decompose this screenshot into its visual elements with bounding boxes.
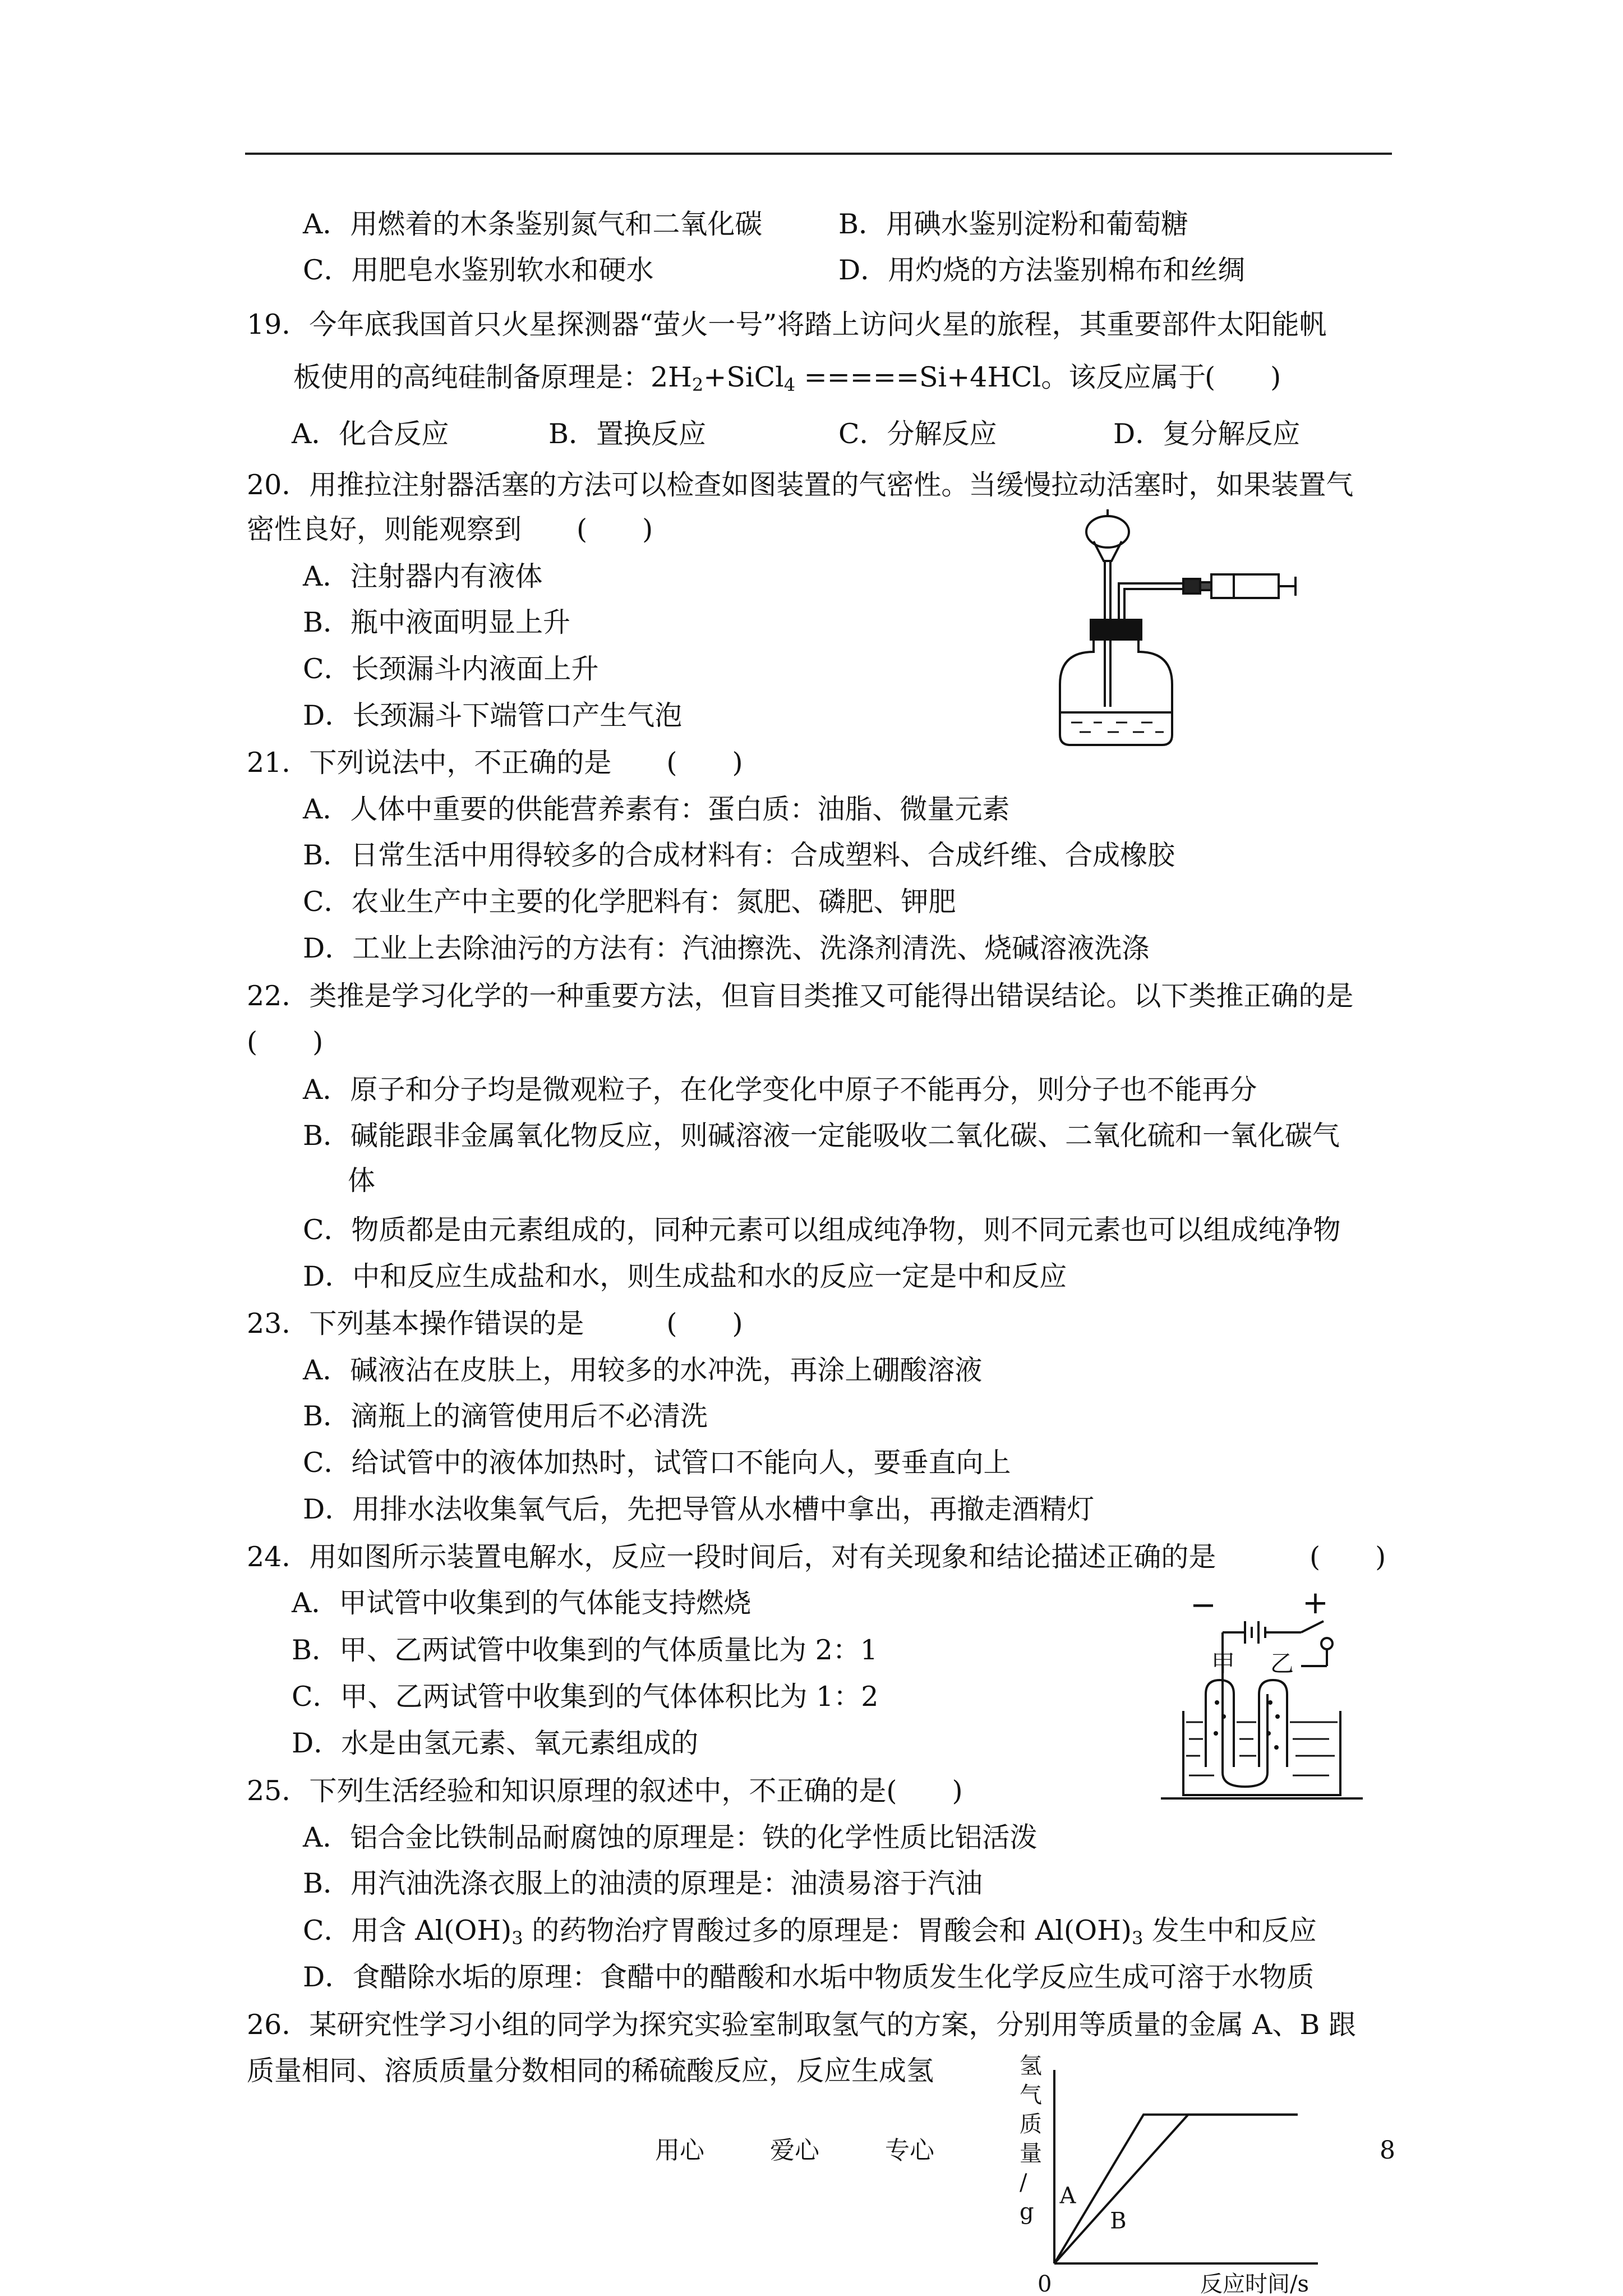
y-axis-label-char: 量 [1020,2141,1042,2166]
q20-option-d: D．长颈漏斗下端管口产生气泡 [303,700,683,731]
q22-stem-line2: ( ) [247,1026,324,1058]
electrolysis-apparatus-figure [1161,1582,1363,1801]
q22-option-a: A．原子和分子均是微观粒子，在化学变化中原子不能再分，则分子也不能再分 [303,1074,1257,1106]
page-number: 8 [1380,2136,1395,2165]
y-axis-label-char: / [1020,2170,1027,2196]
q24-stem: 24．用如图所示装置电解水，反应一段时间后，对有关现象和结论描述正确的是 [247,1541,1216,1573]
q24-option-d: D．水是由氢元素、氧元素组成的 [292,1727,699,1759]
footer-motto-3: 专心 [885,2136,934,2165]
y-axis-label [1020,2053,1042,2225]
y-axis-label-char: 气 [1020,2082,1042,2108]
q25-stem: 25．下列生活经验和知识原理的叙述中，不正确的是( ) [247,1775,963,1807]
origin-label: 0 [1038,2271,1052,2296]
q19-option-a: A．化合反应 [292,418,449,450]
series-line-b [1054,2115,1298,2263]
q23-stem: 23．下列基本操作错误的是 ( ) [247,1308,743,1340]
q19-answer-bracket: ( ) [1205,361,1281,393]
q24-answer-bracket: ( ) [1310,1541,1386,1573]
q20-option-a: A．注射器内有液体 [303,560,543,592]
y-axis-label-char: 氢 [1020,2053,1042,2079]
q25-option-d: D．食醋除水垢的原理：食醋中的醋酸和水垢中物质发生化学反应生成可溶于水物质 [303,1961,1315,1993]
q23-option-a: A．碱液沾在皮肤上，用较多的水冲洗，再涂上硼酸溶液 [303,1354,983,1386]
series-label-a: A [1059,2183,1076,2209]
q22-option-c: C．物质都是由元素组成的，同种元素可以组成纯净物，则不同元素也可以组成纯净物 [303,1214,1341,1246]
footer-motto-2: 爱心 [770,2136,819,2165]
q20-option-c: C．长颈漏斗内液面上升 [303,653,599,685]
q21-option-d: D．工业上去除油污的方法有：汽油擦洗、洗涤剂清洗、烧碱溶液洗涤 [303,932,1150,964]
q18-option-c: C．用肥皂水鉴别软水和硬水 [303,254,654,286]
q25-option-a: A．铝合金比铁制品耐腐蚀的原理是：铁的化学性质比铝活泼 [303,1821,1038,1853]
airtightness-apparatus-figure [1049,505,1307,763]
footer-motto-1: 用心 [655,2136,704,2165]
q21-stem: 21．下列说法中，不正确的是 ( ) [247,747,743,779]
q20-stem-line1: 20．用推拉注射器活塞的方法可以检查如图装置的气密性。当缓慢拉动活塞时，如果装置气 [247,469,1354,501]
q23-option-b: B．滴瓶上的滴管使用后不必清洗 [303,1400,708,1432]
q21-option-c: C．农业生产中主要的化学肥料有：氮肥、磷肥、钾肥 [303,886,956,918]
q26-stem-line2: 质量相同、溶质质量分数相同的稀硫酸反应，反应生成氢 [247,2055,934,2087]
q25-option-b: B．用汽油洗涤衣服上的油渍的原理是：油渍易溶于汽油 [303,1867,983,1899]
q20-stem-line2: 密性良好，则能观察到 ( ) [247,513,653,545]
q18-option-d: D．用灼烧的方法鉴别棉布和丝绸 [838,254,1246,286]
tube-yi-label: 乙 [1270,1650,1294,1677]
q21-option-a: A．人体中重要的供能营养素有：蛋白质：油脂、微量元素 [303,793,1010,825]
q24-option-b: B．甲、乙两试管中收集到的气体质量比为 2：1 [292,1634,878,1666]
q24-option-a: A．甲试管中收集到的气体能支持燃烧 [292,1587,751,1619]
q22-option-b: B．碱能跟非金属氧化物反应，则碱溶液一定能吸收二氧化碳、二氧化硫和一氧化碳气 [303,1120,1340,1152]
header-rule [245,153,1392,155]
q22-option-b-cont: 体 [348,1165,376,1197]
q22-option-d: D．中和反应生成盐和水，则生成盐和水的反应一定是中和反应 [303,1260,1067,1292]
y-axis-label-char: g [1020,2199,1034,2225]
q19-option-d: D．复分解反应 [1113,418,1301,450]
negative-terminal-label: − [1190,1587,1216,1623]
series-label-b: B [1110,2208,1127,2234]
positive-terminal-label: + [1302,1585,1329,1621]
q21-option-b: B．日常生活中用得较多的合成材料有：合成塑料、合成纤维、合成橡胶 [303,839,1175,871]
y-axis-label-char: 质 [1020,2111,1042,2137]
q24-option-c: C．甲、乙两试管中收集到的气体体积比为 1：2 [292,1681,879,1713]
x-axis-label: 反应时间/s [1200,2271,1310,2296]
q19-option-b: B．置换反应 [548,418,707,450]
tube-jia-label: 甲 [1211,1650,1235,1677]
q22-stem-line1: 22．类推是学习化学的一种重要方法，但盲目类推又可能得出错误结论。以下类推正确的是 [247,980,1354,1012]
q20-option-b: B．瓶中液面明显上升 [303,606,571,638]
q23-option-c: C．给试管中的液体加热时，试管口不能向人，要垂直向上 [303,1447,1011,1479]
q18-option-b: B．用碘水鉴别淀粉和葡萄糖 [838,208,1189,240]
q19-stem-line1: 19．今年底我国首只火星探测器“萤火一号”将踏上访问火星的旅程，其重要部件太阳能帆 [247,309,1327,341]
q23-option-d: D．用排水法收集氧气后，先把导管从水槽中拿出，再撤走酒精灯 [303,1493,1095,1525]
q19-stem-line2: 板使用的高纯硅制备原理是：$2H_2+SiCl_4 =====Si+4HCl$。该反应属于 [293,361,1206,395]
q18-option-a: A．用燃着的木条鉴别氮气和二氧化碳 [303,208,763,240]
series-line-a [1054,2115,1298,2263]
hydrogen-mass-chart [1004,2053,1340,2296]
q26-stem-line1: 26．某研究性学习小组的同学为探究实验室制取氢气的方案，分别用等质量的金属 A、B 跟 [247,2009,1356,2041]
q19-option-c: C．分解反应 [838,418,997,450]
q25-option-c: C．用含 $Al(OH)_3$ 的药物治疗胃酸过多的原理是：胃酸会和 $Al(OH)_3$ 发生中和反应 [303,1915,1317,1949]
